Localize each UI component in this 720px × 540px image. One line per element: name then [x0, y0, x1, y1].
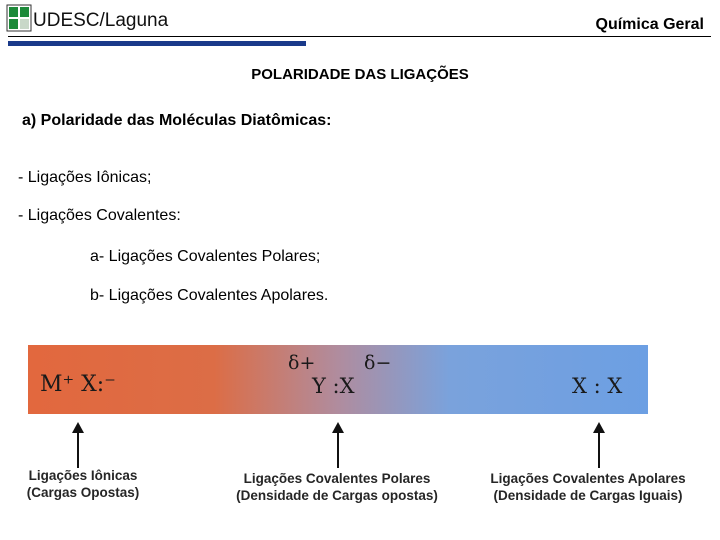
ionic-caption-title: Ligações Iônicas: [28, 468, 138, 483]
section-heading: a) Polaridade das Moléculas Diatômicas:: [22, 112, 332, 129]
list-subitem-polar: a- Ligações Covalentes Polares;: [90, 248, 321, 265]
polar-formula: Y :X: [312, 374, 355, 398]
brand-name: UDESC/Laguna: [33, 10, 169, 31]
list-item-ionic: - Ligações Iônicas;: [18, 169, 152, 186]
course-title: Química Geral: [595, 16, 704, 33]
page-title: POLARIDADE DAS LIGAÇÕES: [251, 66, 469, 83]
ionic-formula: M⁺ X:⁻: [40, 372, 116, 397]
ionic-arrow-icon: [77, 432, 79, 468]
apolar-caption: [466, 470, 710, 504]
udesc-logo-icon: [6, 4, 32, 32]
list-item-covalent: - Ligações Covalentes:: [18, 207, 181, 224]
polar-caption-title: Ligações Covalentes Polares: [243, 471, 431, 486]
apolar-formula: X : X: [572, 374, 623, 398]
header-accent-bar: [8, 41, 306, 46]
apolar-caption-title: Ligações Covalentes Apolares: [490, 471, 686, 486]
polar-arrow-icon: [337, 432, 339, 468]
delta-plus-label: δ+: [288, 352, 316, 374]
ionic-caption-detail: (Cargas Opostas): [26, 485, 140, 500]
delta-minus-label: δ−: [364, 352, 392, 374]
apolar-arrow-icon: [598, 432, 600, 468]
ionic-caption: [8, 467, 158, 501]
header-divider: [8, 36, 711, 37]
list-subitem-apolar: b- Ligações Covalentes Apolares.: [90, 287, 329, 304]
apolar-caption-detail: (Densidade de Cargas Iguais): [493, 488, 683, 503]
polar-caption: [208, 470, 466, 504]
polar-caption-detail: (Densidade de Cargas opostas): [236, 488, 438, 503]
